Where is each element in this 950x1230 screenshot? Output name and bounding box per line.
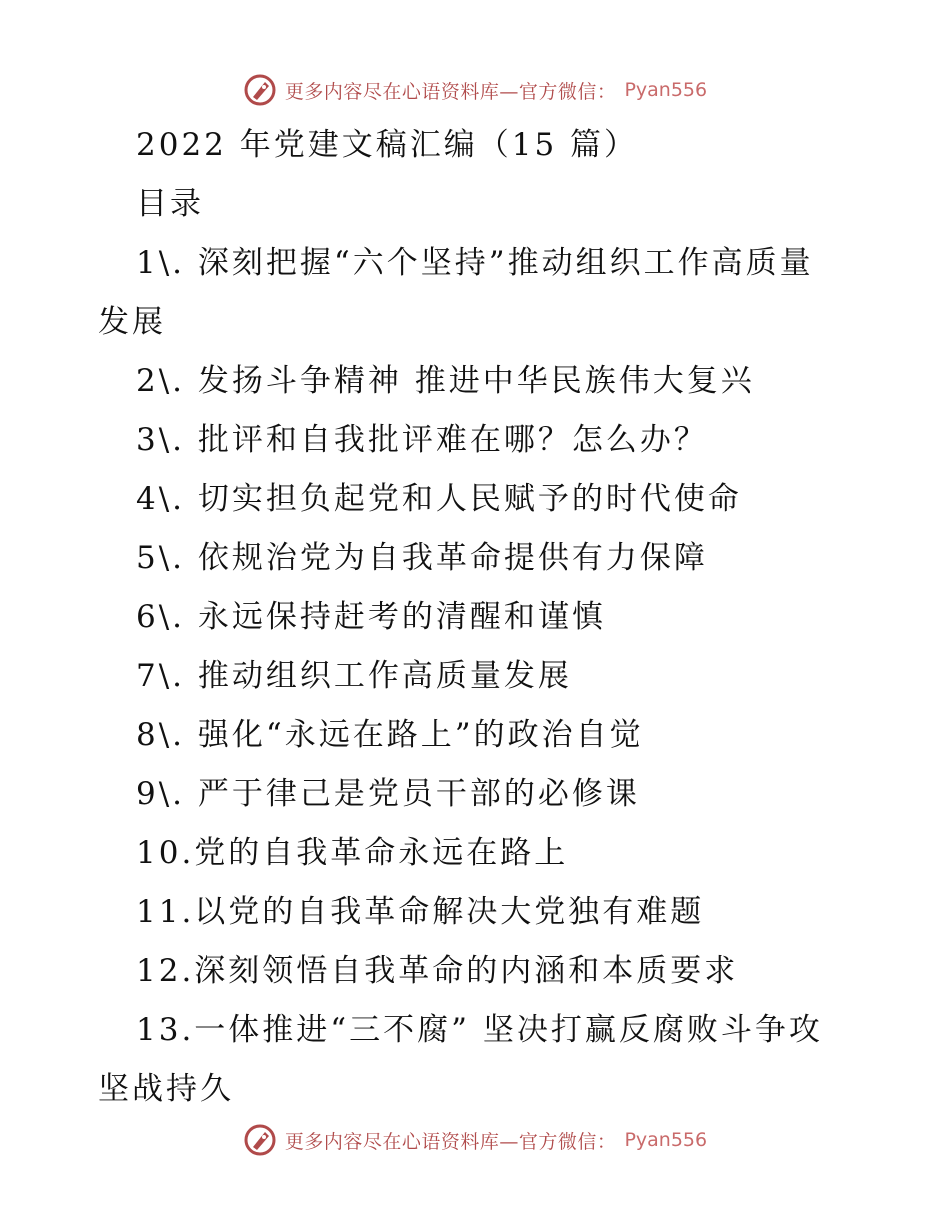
- toc-item: 7\. 推动组织工作高质量发展: [136, 658, 572, 694]
- toc-item: 8\. 强化“永远在路上”的政治自觉: [136, 717, 644, 753]
- document-title: 2022 年党建文稿汇编（15 篇）: [136, 127, 639, 163]
- toc-item: 6\. 永远保持赶考的清醒和谨慎: [136, 599, 606, 635]
- header-banner: [0, 70, 950, 110]
- toc-item-continuation: 坚战持久: [98, 1071, 234, 1107]
- toc-heading: 目录: [136, 186, 204, 222]
- banner-official: 官方微信：: [518, 80, 617, 103]
- banner-dash: —: [499, 80, 519, 103]
- pen-nib-circle-icon: [243, 73, 277, 107]
- banner-wechat-id: Pyan556: [624, 1129, 708, 1151]
- toc-item: 10.党的自我革命永远在路上: [136, 835, 569, 871]
- footer-banner: [0, 1120, 950, 1160]
- banner-promo: 更多内容尽在心语资料库: [284, 1130, 500, 1153]
- banner-message: [285, 77, 617, 104]
- toc-item: 4\. 切实担负起党和人民赋予的时代使命: [136, 481, 742, 517]
- document-body: [98, 116, 858, 1119]
- banner-promo: 更多内容尽在心语资料库: [284, 80, 500, 103]
- pen-nib-circle-icon: [243, 1123, 277, 1157]
- toc-item: 5\. 依规治党为自我革命提供有力保障: [136, 540, 708, 576]
- banner-message: [285, 1127, 617, 1154]
- toc-item: 1\. 深刻把握“六个坚持”推动组织工作高质量: [136, 245, 814, 281]
- toc-item: 12.深刻领悟自我革命的内涵和本质要求: [136, 953, 739, 989]
- toc-item: 9\. 严于律己是党员干部的必修课: [136, 776, 640, 812]
- banner-official: 官方微信：: [518, 1130, 617, 1153]
- toc-item: 2\. 发扬斗争精神 推进中华民族伟大复兴: [136, 363, 755, 399]
- toc-item: 3\. 批评和自我批评难在哪？怎么办？: [136, 422, 708, 458]
- toc-item: 13.一体推进“三不腐” 坚决打赢反腐败斗争攻: [136, 1012, 823, 1048]
- banner-wechat-id: Pyan556: [624, 79, 708, 101]
- toc-item: 11.以党的自我革命解决大党独有难题: [136, 894, 705, 930]
- banner-dash: —: [499, 1130, 519, 1153]
- toc-item-continuation: 发展: [98, 304, 166, 340]
- toc-list: [98, 234, 858, 1119]
